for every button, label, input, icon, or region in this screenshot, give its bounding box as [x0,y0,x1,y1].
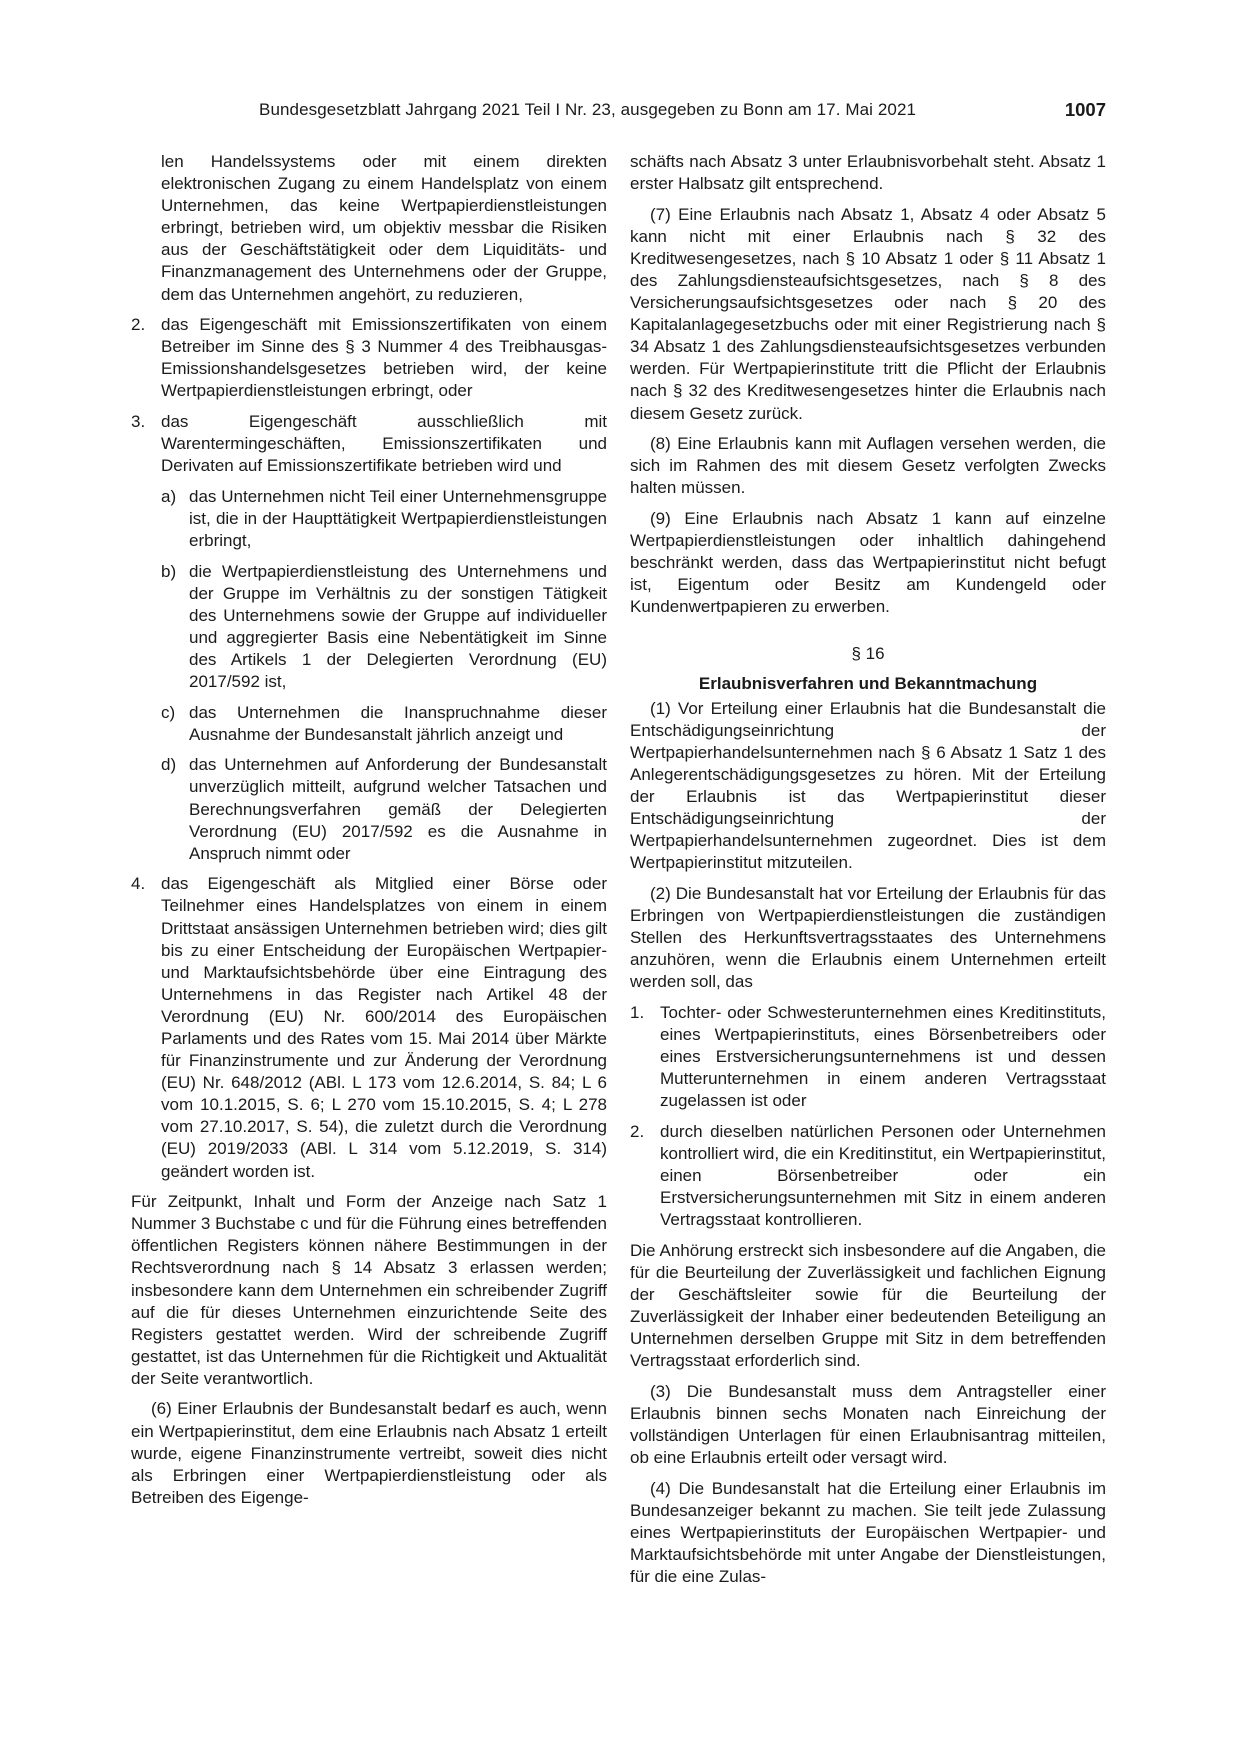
item-label: 2. [131,315,146,335]
continued-paragraph: schäfts nach Absatz 3 unter Erlaubnisvorbehalt steht. Absatz 1 erster Halbsatz gilt entsprechend. [630,152,1106,194]
list-item-2 [131,314,607,402]
section-list-item-2 [630,1121,1106,1231]
continued-item-text: len Handelssystems oder mit einem direkten elektronischen Zugang zu einem Handelsplatz von einem Unternehmen, das keine Wertpapierdienstleistungen erbringt, betrieben wird, um objektiv messbar die Risiken aus der Geschäftstätigkeit oder dem Liquiditäts- und Finanzmanagement des Unternehmens oder der Gruppe, dem das Unternehmen angehört, zu reduzieren, [161,152,607,304]
section-paragraph-2: (2) Die Bundesanstalt hat vor Erteilung der Erlaubnis für das Erbringen von Wertpapierdienstleistungen die zuständigen Stellen des Herkunftsvertragsstaates des Unternehmens anzuhören, wenn die Erlaubnis einem Unternehmen erteilt werden soll, das [630,883,1106,992]
item-text: Tochter- oder Schwesterunternehmen eines Kreditinstituts, eines Wertpapierinstituts, eines Börsenbetreibers oder eines Erstversicherungsunternehmens ist und dessen Mutterunternehmen in einem anderen Vertragsstaat zugelassen ist oder [660,1002,1106,1111]
paragraph-6: (6) Einer Erlaubnis der Bundesanstalt bedarf es auch, wenn ein Wertpapierinstitut, dem eine Erlaubnis nach Absatz 1 erteilt wurde, eigene Finanzinstrumente vertreibt, soweit dies nicht als Erbringen einer Wertpapierdienstleistung oder als Betreiben des Eigenge- [131,1399,607,1507]
running-header [131,100,1106,124]
sub-item-label: b) [161,561,177,581]
running-title: Bundesgesetzblatt Jahrgang 2021 Teil I Nr. 23, ausgegeben zu Bonn am 17. Mai 2021 [259,100,917,119]
list-item-4 [131,873,607,1182]
item-label: 2. [630,1121,645,1141]
sub-item-text: das Unternehmen die Inanspruchnahme dieser Ausnahme der Bundesanstalt jährlich anzeigt und [189,702,607,744]
item-text: das Eigengeschäft als Mitglied einer Börse oder Teilnehmer eines Handelsplatzes von einem in einem Drittstaat ansässigen Unternehmen betrieben wird; dies gilt bis zu einer Entscheidung der Europäischen Wertpapier- und Marktaufsichtsbehörde über eine Eintragung des Unternehmens in das Register nach Artikel 48 der Verordnung (EU) Nr. 600/2014 des Europäischen Parlaments und des Rates vom 15. Mai 2014 über Märkte für Finanzinstrumente und zur Änderung der Verordnung (EU) Nr. 648/2012 (ABl. L 173 vom 12.6.2014, S. 84; L 6 vom 10.1.2015, S. 6; L 270 vom 15.10.2015, S. 4; L 278 vom 27.10.2017, S. 54), die zuletzt durch die Verordnung (EU) 2019/2033 (ABl. L 314 vom 5.12.2019, S. 314) geändert worden ist. [161,874,607,1181]
section-paragraph-4: (4) Die Bundesanstalt hat die Erteilung einer Erlaubnis im Bundesanzeiger bekannt zu machen. Sie teilt jede Zulassung eines Wertpapierinstituts der Europäischen Wertpapier- und Marktaufsichtsbehörde mit unter Angabe der Dienstleistungen, für die eine Zulas- [630,1478,1106,1587]
left-column [131,151,607,1517]
sub-item-text: das Unternehmen nicht Teil einer Unternehmensgruppe ist, die in der Haupttätigkeit Wertpapierdienstleistungen erbringt, [189,486,607,550]
sub-item-text: das Unternehmen auf Anforderung der Bundesanstalt unverzüglich mitteilt, aufgrund welcher Tatsachen und Berechnungsverfahren gemäß der Delegierten Verordnung (EU) 2017/592 es die Ausnahme in Anspruch nimmt oder [189,755,607,863]
page-number: 1007 [1064,99,1106,120]
section-title: Erlaubnisverfahren und Bekanntmachung [698,674,1038,694]
sub-item-label: d) [161,755,177,775]
paragraph-9: (9) Eine Erlaubnis nach Absatz 1 kann auf einzelne Wertpapierdienstleistungen oder inhaltlich dahingehend beschränkt werden, dass das Wertpapierinstitut nicht befugt ist, Eigentum oder Besitz am Kundengeld oder Kundenwertpapieren zu erwerben. [630,508,1106,617]
list-item-3 [131,411,607,477]
sub-item-text: die Wertpapierdienstleistung des Unternehmens und der Gruppe im Verhältnis zu der sonstigen Tätigkeit des Unternehmens sowie der Gruppe auf individueller und aggregierter Basis eine Nebentätigkeit im Sinne des Artikels 1 der Delegierten Verordnung (EU) 2017/592 ist, [189,561,607,692]
item-label: 1. [630,1002,645,1022]
item-text: das Eigengeschäft mit Emissionszertifikaten von einem Betreiber im Sinne des § 3 Nummer 4 des Treibhausgas-Emissionshandelsgesetzes betrieben wird, der keine Wertpapierdienstleistungen erbringt, oder [161,315,607,401]
section-paragraph-1: (1) Vor Erteilung einer Erlaubnis hat die Bundesanstalt die Entschädigungseinrichtung der Wertpapierhandelsunternehmen nach § 6 Absatz 1 Satz 1 des Anlegerentschädigungsgesetzes zu hören. Mit der Erteilung der Erlaubnis ist das Wertpapierinstitut dieser Entschädigungseinrichtung der Wertpapierhandelsunternehmen zugeordnet. Dies ist dem Wertpapierinstitut mitzuteilen. [630,698,1106,873]
paragraph-7: (7) Eine Erlaubnis nach Absatz 1, Absatz 4 oder Absatz 5 kann nicht mit einer Erlaubnis nach § 32 des Kreditwesengesetzes, nach § 10 Absatz 1 oder § 11 Absatz 1 des Zahlungsdiensteaufsichtsgesetzes, nach § 8 des Versicherungsaufsichtsgesetzes oder nach § 20 des Kapitalanlagegesetzbuchs oder mit einer Registrierung nach § 34 Absatz 1 des Zahlungsdiensteaufsichtsgesetzes verbunden werden. Für Wertpapierinstitute tritt die Pflicht der Erlaubnis nach § 32 des Kreditwesengesetzes hinter die Erlaubnis nach diesem Gesetz zurück. [630,204,1106,423]
sub-item-label: a) [161,486,177,506]
item-label: 3. [131,412,146,432]
sub-item-label: c) [161,702,176,722]
sub-item-a [161,486,607,552]
item-text: das Eigengeschäft ausschließlich mit Warentermingeschäften, Emissionszertifikaten und Derivaten auf Emissionszertifikate betrieben wird und [161,412,607,476]
paragraph-registry: Für Zeitpunkt, Inhalt und Form der Anzeige nach Satz 1 Nummer 3 Buchstabe c und für die Führung eines betreffenden öffentlichen Registers können nähere Bestimmungen in der Rechtsverordnung nach § 14 Absatz 3 erlassen werden; insbesondere kann dem Unternehmen ein schreibender Zugriff auf die für dieses Unternehmen einzurichtende Seite des Registers gestattet werden. Wird der schreibende Zugriff gestattet, ist das Unternehmen für die Richtigkeit und Aktualität der Seite verantwortlich. [131,1192,607,1388]
sub-item-b [161,561,607,694]
item-text: durch dieselben natürlichen Personen oder Unternehmen kontrolliert wird, die ein Kreditinstitut, ein Wertpapierinstitut, einen Börsenbetreiber oder ein Erstversicherungsunternehmen mit Sitz in einem anderen Vertragsstaat kontrollieren. [660,1121,1106,1230]
paragraph-8: (8) Eine Erlaubnis kann mit Auflagen versehen werden, die sich im Rahmen des mit diesem Gesetz verfolgten Zwecks halten müssen. [630,434,1106,498]
right-column [630,151,1106,1597]
item-label: 4. [131,874,146,894]
section-paragraph-3: (3) Die Bundesanstalt muss dem Antragsteller einer Erlaubnis binnen sechs Monaten nach Einreichung der vollständigen Unterlagen für einen Erlaubnisantrag mitteilen, ob eine Erlaubnis erteilt oder versagt wird. [630,1381,1106,1468]
section-number: § 16 [851,644,885,664]
sub-item-c [161,702,607,746]
sub-item-d [161,754,607,864]
paragraph-hearing: Die Anhörung erstreckt sich insbesondere auf die Angaben, die für die Beurteilung der Zuverlässigkeit und fachlichen Eignung der Geschäftsleiter sowie für die Beurteilung der Zuverlässigkeit der Inhaber einer bedeutenden Beteiligung an Unternehmen derselben Gruppe mit Sitz in dem betreffenden Vertragsstaat erforderlich sind. [630,1240,1106,1371]
section-list-item-1 [630,1002,1106,1112]
